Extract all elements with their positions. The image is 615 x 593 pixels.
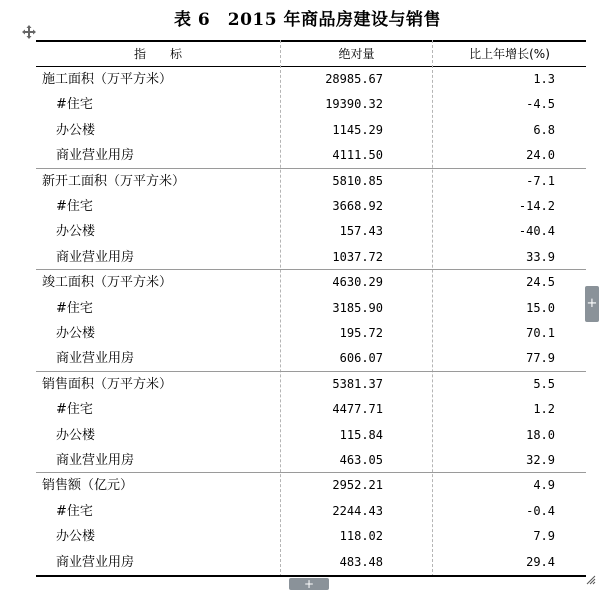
row-growth-value: 1.3 (533, 72, 555, 86)
row-indicator: #住宅 (56, 402, 93, 418)
row-indicator: 商业营业用房 (56, 554, 135, 570)
header-absolute: 绝对量 (338, 47, 375, 61)
table-row (36, 346, 586, 371)
table-row (36, 448, 586, 473)
row-growth-value: 24.5 (526, 275, 555, 290)
row-indicator: 办公楼 (56, 326, 96, 341)
table-row (36, 524, 586, 549)
row-absolute-value: 1145.29 (332, 122, 383, 137)
table-row (36, 473, 586, 498)
table-row (36, 245, 586, 270)
row-absolute-value: 3668.92 (332, 199, 383, 213)
row-absolute-value: 157.43 (339, 224, 383, 239)
row-indicator: 商业营业用房 (56, 249, 135, 265)
row-absolute-value: 4111.50 (332, 148, 383, 163)
row-growth-value: 6.8 (533, 122, 555, 137)
row-growth-value: 5.5 (533, 376, 555, 391)
header-indicator: 指 标 (133, 47, 182, 61)
table-row (36, 67, 586, 92)
row-absolute-value: 3185.90 (332, 300, 383, 315)
row-indicator: 销售额（亿元） (42, 478, 134, 494)
row-absolute-value: 606.07 (339, 351, 383, 366)
row-absolute-value: 4630.29 (332, 275, 383, 290)
data-table (36, 40, 586, 578)
row-growth-value: 1.2 (533, 402, 555, 417)
table-row (36, 194, 586, 219)
table-row (36, 270, 586, 295)
row-indicator: #住宅 (56, 503, 93, 519)
row-growth-value: -40.4 (518, 224, 555, 239)
row-indicator: 办公楼 (56, 427, 96, 443)
row-growth-value: 77.9 (526, 351, 555, 366)
row-indicator: 办公楼 (56, 122, 96, 138)
row-indicator: 商业营业用房 (56, 351, 135, 367)
row-absolute-value: 1037.72 (332, 249, 383, 264)
row-growth-value: 7.9 (533, 529, 555, 544)
table-row (36, 499, 586, 524)
row-growth-value: 33.9 (526, 249, 555, 264)
row-growth-value: 4.9 (533, 478, 555, 493)
table-row (36, 143, 586, 168)
row-absolute-value: 195.72 (339, 326, 383, 340)
row-indicator: #住宅 (56, 300, 93, 316)
row-indicator: 销售面积（万平方米） (42, 376, 173, 392)
row-absolute-value: 483.48 (339, 554, 383, 569)
row-absolute-value: 115.84 (339, 427, 383, 442)
row-absolute-value: 19390.32 (325, 97, 383, 112)
row-absolute-value: 5381.37 (332, 376, 383, 391)
header-growth: 比上年增长(%) (469, 47, 550, 61)
resize-corner-icon[interactable] (586, 575, 596, 585)
table-row (36, 321, 586, 346)
row-absolute-value: 2244.43 (332, 503, 383, 518)
table-row (36, 118, 586, 143)
table-row (36, 219, 586, 244)
row-absolute-value: 118.02 (339, 529, 383, 544)
row-indicator: 办公楼 (56, 224, 96, 240)
row-absolute-value: 2952.21 (332, 478, 383, 493)
move-arrows-icon[interactable] (21, 24, 37, 40)
row-growth-value: 24.0 (526, 148, 555, 163)
row-absolute-value: 28985.67 (325, 72, 383, 86)
row-growth-value: -7.1 (526, 173, 555, 188)
table-row (36, 550, 586, 575)
row-growth-value: -14.2 (518, 199, 555, 213)
row-indicator: 竣工面积（万平方米） (42, 275, 173, 291)
table-row (36, 372, 586, 397)
row-indicator: 新开工面积（万平方米） (42, 173, 186, 189)
row-growth-value: 70.1 (526, 326, 555, 340)
table-row (36, 169, 586, 194)
row-indicator: #住宅 (56, 97, 93, 113)
row-indicator: #住宅 (56, 199, 93, 214)
table-title: 表 6 2015 年商品房建设与销售 (174, 10, 441, 30)
table-row (36, 423, 586, 448)
row-growth-value: -4.5 (526, 97, 555, 112)
row-growth-value: 18.0 (526, 427, 555, 442)
row-indicator: 施工面积（万平方米） (42, 72, 173, 87)
row-growth-value: -0.4 (526, 503, 555, 518)
side-expand-button[interactable]: + (585, 286, 599, 322)
row-growth-value: 15.0 (526, 300, 555, 315)
table-row (36, 92, 586, 117)
row-indicator: 商业营业用房 (56, 148, 135, 164)
row-absolute-value: 5810.85 (332, 173, 383, 188)
row-growth-value: 32.9 (526, 453, 555, 467)
row-absolute-value: 4477.71 (332, 402, 383, 417)
row-growth-value: 29.4 (526, 554, 555, 569)
table-row (36, 397, 586, 422)
row-indicator: 商业营业用房 (56, 453, 135, 468)
row-indicator: 办公楼 (56, 529, 96, 545)
table-row (36, 296, 586, 321)
row-absolute-value: 463.05 (339, 453, 383, 467)
bottom-expand-button[interactable]: + (289, 578, 329, 590)
